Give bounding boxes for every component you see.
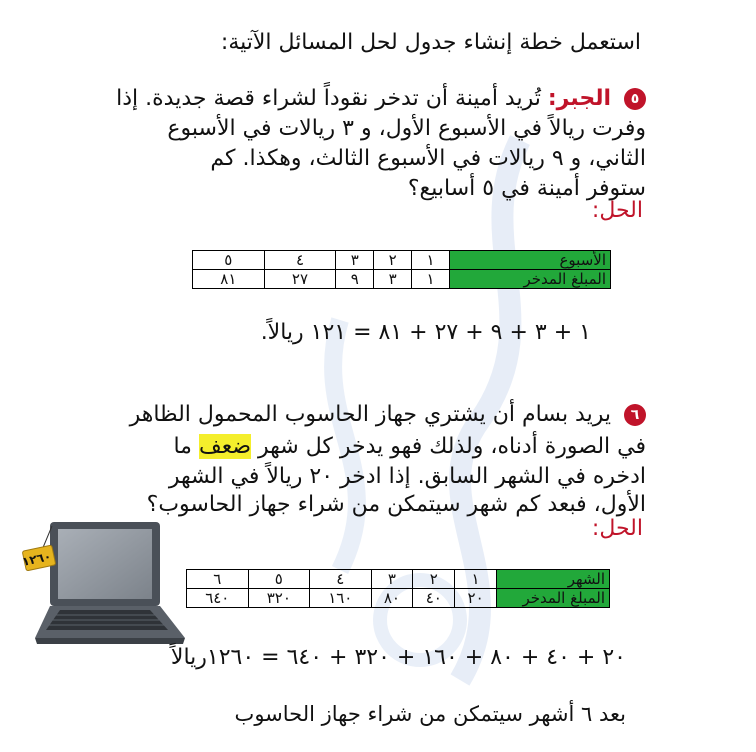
table-cell: ٣ [371, 570, 413, 589]
table-row [187, 589, 610, 608]
table-cell: ٦٤٠ [187, 589, 249, 608]
problem-5-result: ١ + ٣ + ٩ + ٢٧ + ٨١ = ١٢١ ريالاً. [260, 320, 591, 345]
problem-5-line-4: ستوفر أمينة في ٥ أسابيع؟ [407, 176, 646, 201]
problem-text: في الصورة أدناه، ولذلك فهو يدخر كل شهر [258, 434, 646, 459]
problem-6-line-3: ادخره في الشهر السابق. إذا ادخر ٢٠ ريالاً في الشهر [168, 464, 646, 489]
table-cell: ١ [412, 270, 450, 289]
weeks-table [192, 250, 611, 289]
solution-label: الحل: [591, 198, 643, 223]
table-row [193, 270, 611, 289]
table-header-cell: الأسبوع [450, 251, 611, 270]
problem-text: يريد بسام أن يشتري جهاز الحاسوب المحمول الظاهر [129, 402, 611, 427]
problem-5-line-3: الثاني، و ٩ ريالات في الأسبوع الثالث، وهكذا. كم [210, 146, 646, 171]
table-row [193, 251, 611, 270]
table-cell: ٢ [413, 570, 455, 589]
table-cell: ٣٢٠ [248, 589, 309, 608]
table-cell: ٣ [374, 270, 412, 289]
table-cell: ١٦٠ [310, 589, 371, 608]
solution-label: الحل: [591, 516, 643, 541]
problem-number-badge: ٥ [624, 88, 646, 110]
table-cell: ٢ [374, 251, 412, 270]
highlighted-word: ضعف [198, 434, 252, 459]
table-cell: ٣ [336, 251, 374, 270]
table-cell: ٤ [310, 570, 371, 589]
problem-6-line-4: الأول، فبعد كم شهر سيتمكن من شراء جهاز الحاسوب؟ [146, 492, 646, 517]
table-header-cell: المبلغ المدخر [450, 270, 611, 289]
price-tag-label: ١٢٦٠ [20, 549, 53, 569]
intro-text: استعمل خطة إنشاء جدول لحل المسائل الآتية: [220, 30, 641, 55]
problem-5-line-1 [116, 86, 646, 111]
problem-text: ما [173, 434, 192, 459]
problem-6-result: ٢٠ + ٤٠ + ٨٠ + ١٦٠ + ٣٢٠ + ٦٤٠ = ١٢٦٠ريالاً [170, 645, 626, 670]
table-cell: ٤ [264, 251, 336, 270]
months-table [186, 569, 610, 608]
table-cell: ٩ [336, 270, 374, 289]
table-cell: ٨٠ [371, 589, 413, 608]
table-cell: ١ [455, 570, 497, 589]
table-header-cell: المبلغ المدخر [497, 589, 610, 608]
table-cell: ٦ [187, 570, 249, 589]
problem-5-line-2: وفرت ريالاً في الأسبوع الأول، و ٣ ريالات في الأسبوع [167, 116, 646, 141]
laptop-image [20, 520, 190, 650]
table-header-cell: الشهر [497, 570, 610, 589]
table-row [187, 570, 610, 589]
problem-label: الجبر: [547, 86, 611, 111]
table-cell: ٤٠ [413, 589, 455, 608]
table-cell: ٥ [248, 570, 309, 589]
table-cell: ٢٧ [264, 270, 336, 289]
table-cell: ٥ [193, 251, 265, 270]
problem-6-line-1 [130, 402, 646, 427]
problem-6-line-2 [173, 434, 646, 459]
problem-text: تُريد أمينة أن تدخر نقوداً لشراء قصة جديدة. إذا [116, 86, 541, 111]
table-cell: ١ [412, 251, 450, 270]
table-cell: ٨١ [193, 270, 265, 289]
problem-number-badge: ٦ [624, 404, 646, 426]
problem-6-conclusion: بعد ٦ أشهر سيتمكن من شراء جهاز الحاسوب [234, 702, 626, 726]
table-cell: ٢٠ [455, 589, 497, 608]
